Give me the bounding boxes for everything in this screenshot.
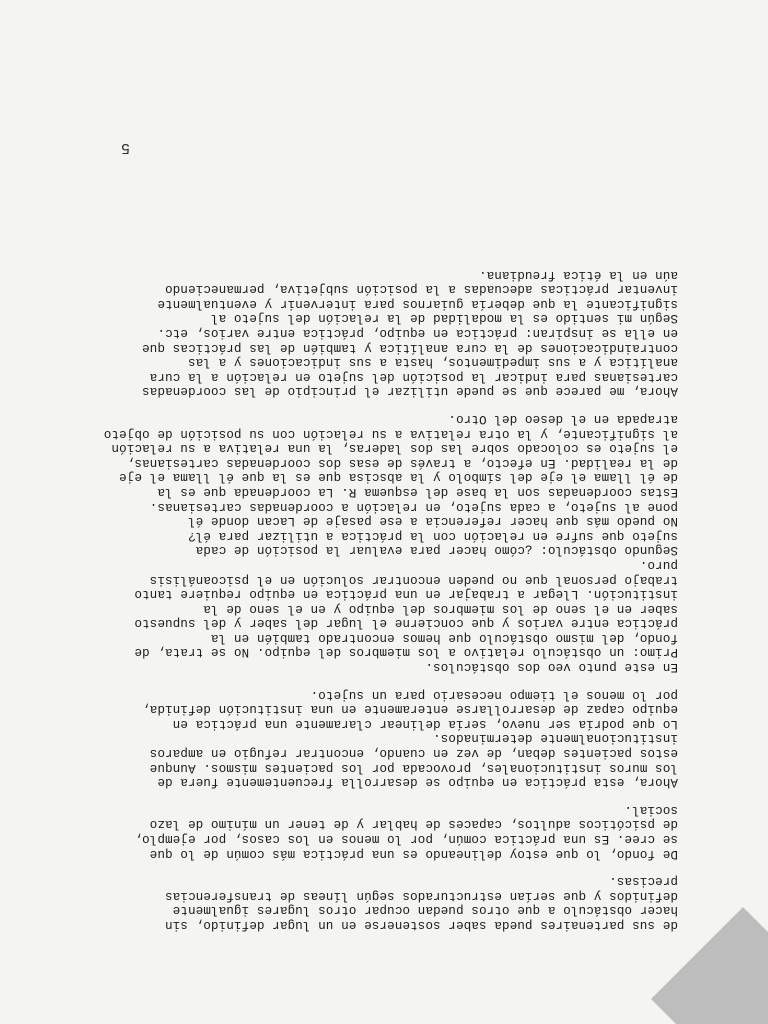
paragraph-4: Lo que podría ser nuevo, sería delinear claramente una práctica en equipo capaz de desarrollarse enteramente en una institución definida, por lo menos el tiempo necesario para un sujeto. bbox=[141, 687, 678, 731]
page-number: 5 bbox=[120, 139, 130, 156]
paragraph-8: No puedo más que hacer referencia a ese pasaje de Lacan donde él pone al sujeto, a cada sujeto, en relación a coordenadas cartesianas. Estas coordenadas son la base del esquema R. La coordenada que es la de él llama el eje del símbolo y la abscisa que es la que él llama el eje de la realidad. En efecto, a través de esas dos coordenadas cartesianas, el sujeto es colocado sobre las dos laderas, la una relativa a su relación al significante, y la otra relativa a su relación con su posición de objeto atrapada en el deseo del Otro. bbox=[103, 412, 678, 529]
paragraph-5: En este punto veo dos obstáculos. bbox=[425, 660, 678, 675]
paragraph-9: Ahora, me parece que se puede utilizar el principio de las coordenadas cartesianas para indicar la posición del sujeto en relación a la cura analítica y a sus impedimentos, hasta a sus indicaciones y a las contraindicaciones de la cura analítica y también de las prácticas que en ella se inspiran: práctica en equipo, práctica entre varios, etc. bbox=[141, 326, 678, 399]
paragraph-1: de sus partenaires pueda saber sostenerse en un lugar definido, sin hacer obstáculo a que otros puedan ocupar otros lugares igualmente definidos y que serían estructurados según líneas de transferencias precisas. bbox=[164, 874, 678, 932]
paragraph-3: Ahora, esta práctica en equipo se desarrolla frecuentemente fuera de los muros institucionales, provocada por los pacientes mismos. Aunque estos pacientes deban, de vez en cuando, encontrar refugio en amparos institucionalmente determinados. bbox=[149, 731, 678, 790]
paragraph-10: Según mi sentido es la modalidad de la relación del sujeto al significante la que debería guiarnos para intervenir y eventualmente inventar prácticas adecuadas a la posición subjetiva, permaneciendo aún en la ética freudiana. bbox=[157, 267, 678, 326]
body-text bbox=[78, 254, 678, 932]
paragraph-7: Segundo obstáculo: ¿cómo hacer para evaluar la posición de cada sujeto que sufre en relación con la práctica a utilizar para él? bbox=[187, 528, 678, 558]
paragraph-2: De fondo, lo que estoy delineando es una práctica más común de lo que se cree. Es una práctica común, por lo menos en los casos, por ejemplo, de psicóticos adultos, capaces de hablar y de tener un mínimo de lazo social. bbox=[134, 802, 678, 861]
paragraph-6: Primo: un obstáculo relativo a los miembros del equipo. No se trata, de fondo, del mismo obstáculo que hemos encontrado también en la práctica entre varios y que concierne el lugar del saber y del supuesto saber en el seno de los miembros del equipo y en el seno de la institución. Llegar a trabajar en una práctica en equipo requiere tanto trabajo personal que no pueden encontrar solución en el psicoanálisis puro. bbox=[134, 557, 678, 660]
